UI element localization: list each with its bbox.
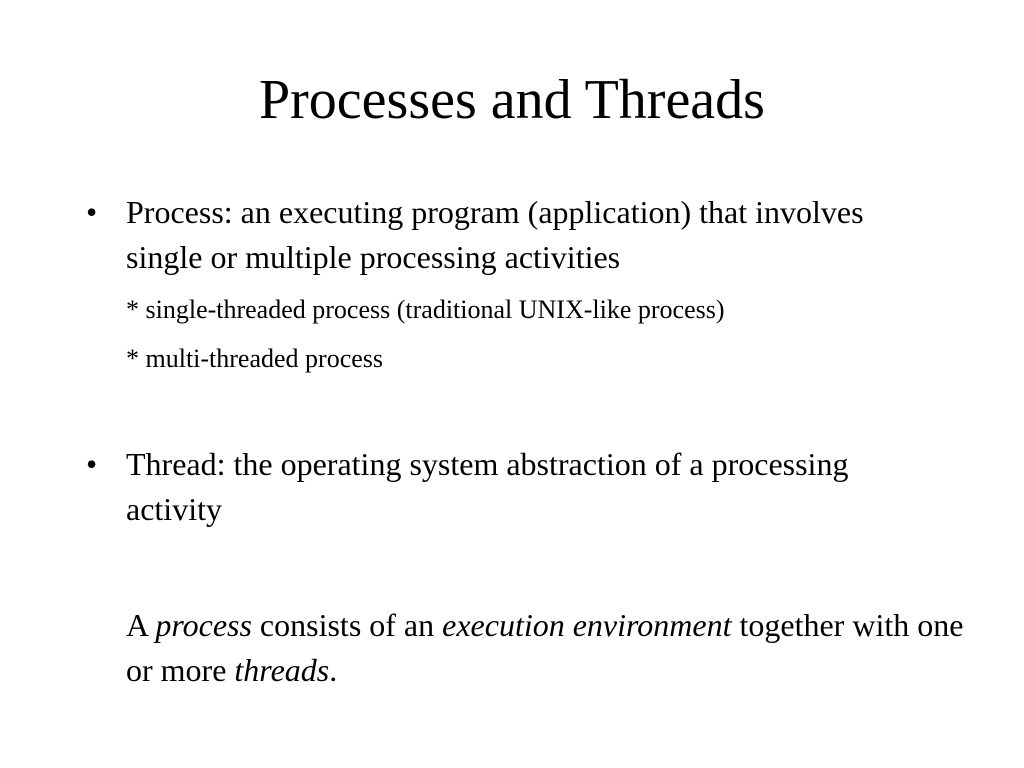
bullet-marker: • xyxy=(86,194,98,230)
para-emphasis-threads: threads xyxy=(234,652,330,688)
subitem-single-threaded: * single-threaded process (traditional UNIX-like process) xyxy=(126,295,725,324)
para-text: consists of an xyxy=(251,607,443,643)
para-text: A xyxy=(126,607,156,643)
para-text: together with one or more xyxy=(126,607,964,688)
subitem-multi-threaded: * multi-threaded process xyxy=(126,344,384,373)
slide-title: Processes and Threads xyxy=(259,69,765,131)
process-definition-paragraph xyxy=(126,603,986,693)
bullet-process-text: Process: an executing program (application) that involves single or multiple processing activities xyxy=(126,194,864,275)
para-emphasis-execution-environment: execution environment xyxy=(442,607,732,643)
para-emphasis-process: process xyxy=(155,607,252,643)
para-text: . xyxy=(329,652,338,688)
bullet-thread-text: Thread: the operating system abstraction of a processing activity xyxy=(126,446,849,527)
bullet-marker: • xyxy=(86,446,98,482)
